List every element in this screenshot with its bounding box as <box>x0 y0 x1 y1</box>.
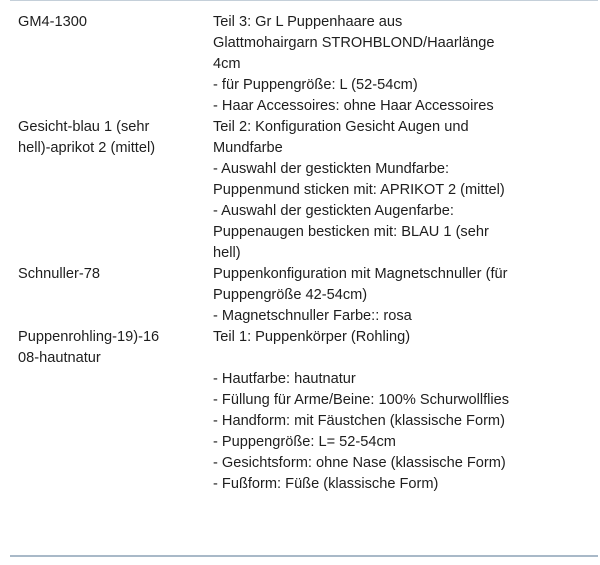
item-description: Teil 1: Puppenkörper (Rohling) - Hautfarbe: hautnatur - Füllung für Arme/Beine: 100% Schurwollflies - Handform: mit Fäustchen (klassische Form) - Puppengröße: L= 52-54cm - Gesichtsform: ohne Nase (klassische Form) - Fußform: Füße (klassische Form) <box>213 329 510 492</box>
table-row <box>18 117 593 264</box>
item-description: Teil 2: Konfiguration Gesicht Augen und Mundfarbe - Auswahl der gestickten Mundfarbe: Puppenmund sticken mit: APRIKOT 2 (mittel) - Auswahl der gestickten Augenfarbe: Puppenaugen besticken mit: BLAU 1 (sehr hell) <box>213 119 505 261</box>
table-row <box>18 264 593 327</box>
table-row <box>18 12 593 117</box>
item-description: Teil 3: Gr L Puppenhaare aus Glattmohairgarn STROHBLOND/Haarlänge 4cm - für Puppengröße: L (52-54cm) - Haar Accessoires: ohne Haar Accessoires <box>213 14 495 114</box>
item-code: Puppenrohling-19)-16 08-hautnatur <box>18 329 160 366</box>
item-code: Gesicht-blau 1 (sehr hell)-aprikot 2 (mittel) <box>18 119 156 156</box>
item-code: GM4-1300 <box>18 14 87 30</box>
item-description: Puppenkonfiguration mit Magnetschnuller (für Puppengröße 42-54cm) - Magnetschnuller Farbe:: rosa <box>213 266 508 324</box>
table-row <box>18 327 593 495</box>
item-code: Schnuller-78 <box>18 266 100 282</box>
order-items-list <box>18 12 593 495</box>
